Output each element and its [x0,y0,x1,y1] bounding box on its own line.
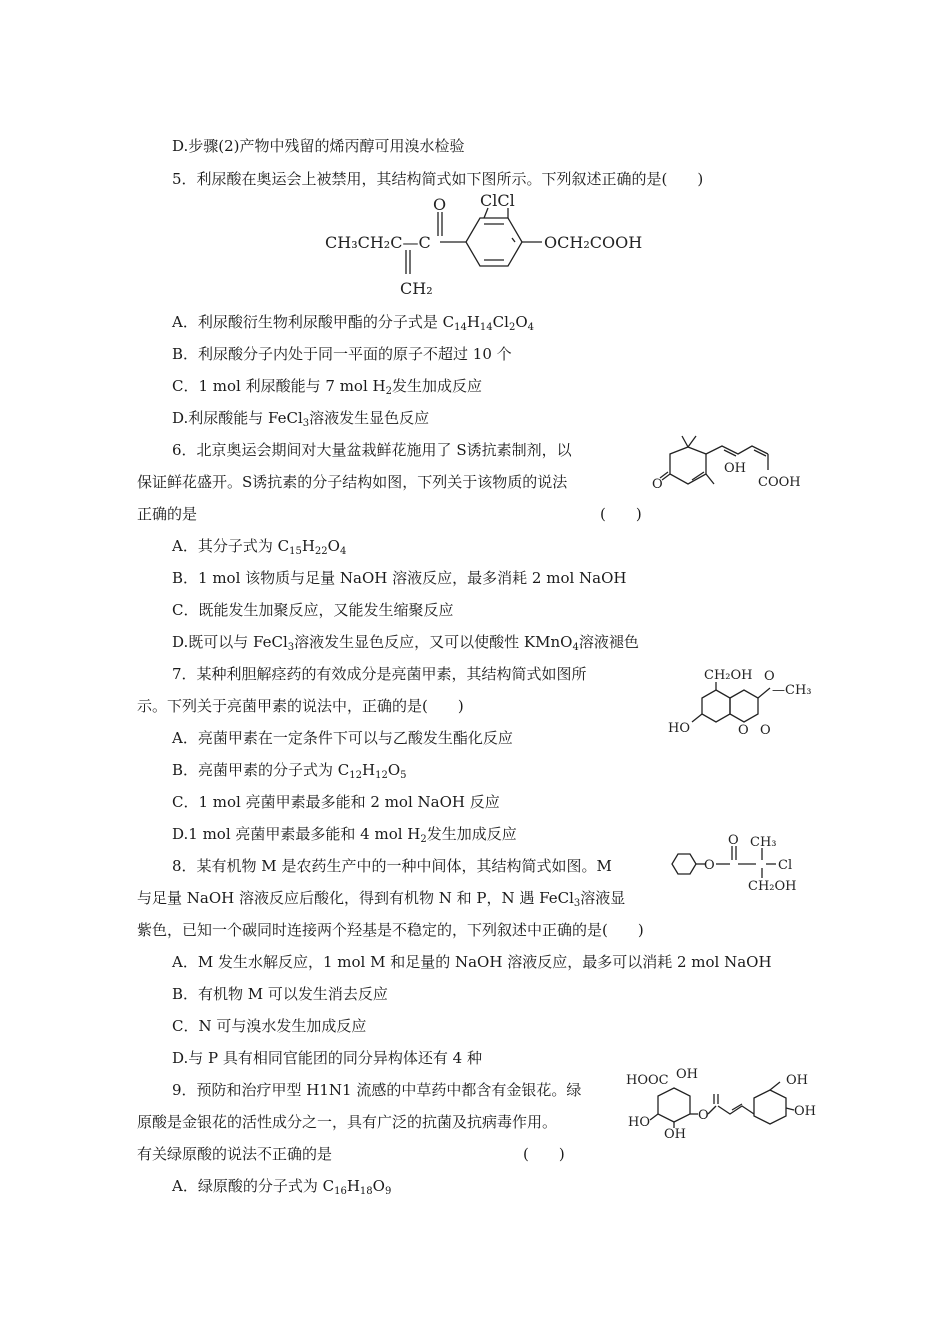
q6-o-label: O [652,477,663,492]
q5-right-label: OCH₂COOH [544,233,643,252]
q5-left-label: CH₃CH₂C—C [325,233,431,252]
q7-stem-2: 示。下列关于亮菌甲素的说法中，正确的是( ) [137,697,464,715]
q6-stem-2: 保证鲜花盛开。S诱抗素的分子结构如图，下列关于该物质的说法 [137,473,568,491]
q8-structure [660,832,800,894]
q7-stem-1: 7．某种利胆解痉药的有效成分是亮菌甲素，其结构简式如图所 [172,665,587,683]
q5-option-d: D.利尿酸能与 FeCl$_3$溶液发生显色反应 [172,409,430,429]
q9-stem-1: 9．预防和治疗甲型 H1N1 流感的中草药中都含有金银花。绿 [172,1081,582,1099]
q7-option-b: B．亮菌甲素的分子式为 $C_{12}H_{12}O_5$ [172,761,407,781]
q9-oh3-label: OH [786,1073,808,1088]
q5-cl-label: ClCl [480,192,515,210]
q6-stem-1: 6．北京奥运会期间对大量盆栽鲜花施用了 S诱抗素制剂，以 [172,441,572,459]
q5-structure [320,192,670,302]
q5-option-c: C．1 mol 利尿酸能与 7 mol $H_2$发生加成反应 [172,377,482,397]
q7-o3-label: O [760,723,771,738]
q7-ch2oh-label: CH₂OH [704,668,753,683]
q6-answer-paren: ( ) [600,505,642,523]
q9-oh2-label: OH [664,1127,686,1142]
q6-option-d: D.既可以与 FeCl$_3$溶液发生显色反应，又可以使酸性 KMnO$_4$溶液褪色 [172,633,639,653]
q6-cooh-label: COOH [758,475,801,490]
q6-option-c: C．既能发生加聚反应，又能发生缩聚反应 [172,601,454,619]
q8-ch3-label: CH₃ [750,835,777,850]
q5-option-b: B．利尿酸分子内处于同一平面的原子不超过 10 个 [172,345,512,363]
q9-oh1-label: OH [676,1068,698,1082]
q9-hooc-label: HOOC [626,1073,669,1088]
q8-option-c: C．N 可与溴水发生加成反应 [172,1017,367,1035]
q8-stem-3: 紫色，已知一个碳同时连接两个羟基是不稳定的，下列叙述中正确的是( ) [137,921,644,939]
q6-option-b: B．1 mol 该物质与足量 NaOH 溶液反应，最多消耗 2 mol NaOH [172,569,627,587]
q9-answer-paren: ( ) [523,1145,565,1163]
q8-option-d: D.与 P 具有相同官能团的同分异构体还有 4 种 [172,1049,482,1067]
q9-o-label: O [698,1108,709,1123]
q9-oh4-label: OH [794,1104,816,1119]
q7-ho-label: HO [668,721,690,736]
q5-ch2-label: CH₂ [400,279,433,298]
q6-structure [648,432,808,502]
benzene-ring [466,218,522,266]
q8-o-carbonyl-label: O [728,833,739,848]
q7-ch3-label: —CH₃ [772,683,812,698]
q9-structure [624,1068,824,1142]
q8-option-b: B．有机物 M 可以发生消去反应 [172,985,388,1003]
q7-o1-label: O [764,669,775,684]
q9-option-a: A．绿原酸的分子式为 $C_{16}H_{18}O_9$ [172,1177,392,1197]
q7-option-c: C．1 mol 亮菌甲素最多能和 2 mol NaOH 反应 [172,793,500,811]
q7-option-d: D.1 mol 亮菌甲素最多能和 4 mol $H_2$发生加成反应 [172,825,517,845]
q8-stem-2: 与足量 NaOH 溶液反应后酸化，得到有机物 N 和 P，N 遇 FeCl$_3$溶液显 [137,889,626,909]
q5-stem: 5．利尿酸在奥运会上被禁用，其结构简式如下图所示。下列叙述正确的是( ) [172,170,704,188]
q8-o-ether-label: O [704,858,715,873]
q9-stem-3: 有关绿原酸的说法不正确的是 [137,1145,333,1163]
q9-ho-label: HO [628,1115,650,1130]
q6-option-a: A．其分子式为 $C_{15}H_{22}O_4$ [172,537,347,557]
q7-o2-label: O [738,723,749,738]
q8-stem-1: 8．某有机物 M 是农药生产中的一种中间体，其结构简式如图。M [172,857,612,875]
q8-option-a: A．M 发生水解反应，1 mol M 和足量的 NaOH 溶液反应，最多可以消耗 2 mol NaOH [172,953,772,971]
q9-stem-2: 原酸是金银花的活性成分之一，具有广泛的抗菌及抗病毒作用。 [137,1113,558,1131]
q7-option-a: A．亮菌甲素在一定条件下可以与乙酸发生酯化反应 [172,729,513,747]
q7-structure [666,666,816,738]
q5-option-a: A．利尿酸衍生物利尿酸甲酯的分子式是 $C_{14}H_{14}Cl_2O_4$ [172,313,534,333]
option-d-prev: D.步骤(2)产物中残留的烯丙醇可用溴水检验 [172,137,465,155]
q6-stem-3: 正确的是 [137,505,198,523]
q8-cl-label: Cl [778,858,793,873]
q8-ch2oh-label: CH₂OH [748,879,797,894]
q6-oh-label: OH [724,461,746,476]
q5-o-label: O [433,195,447,214]
